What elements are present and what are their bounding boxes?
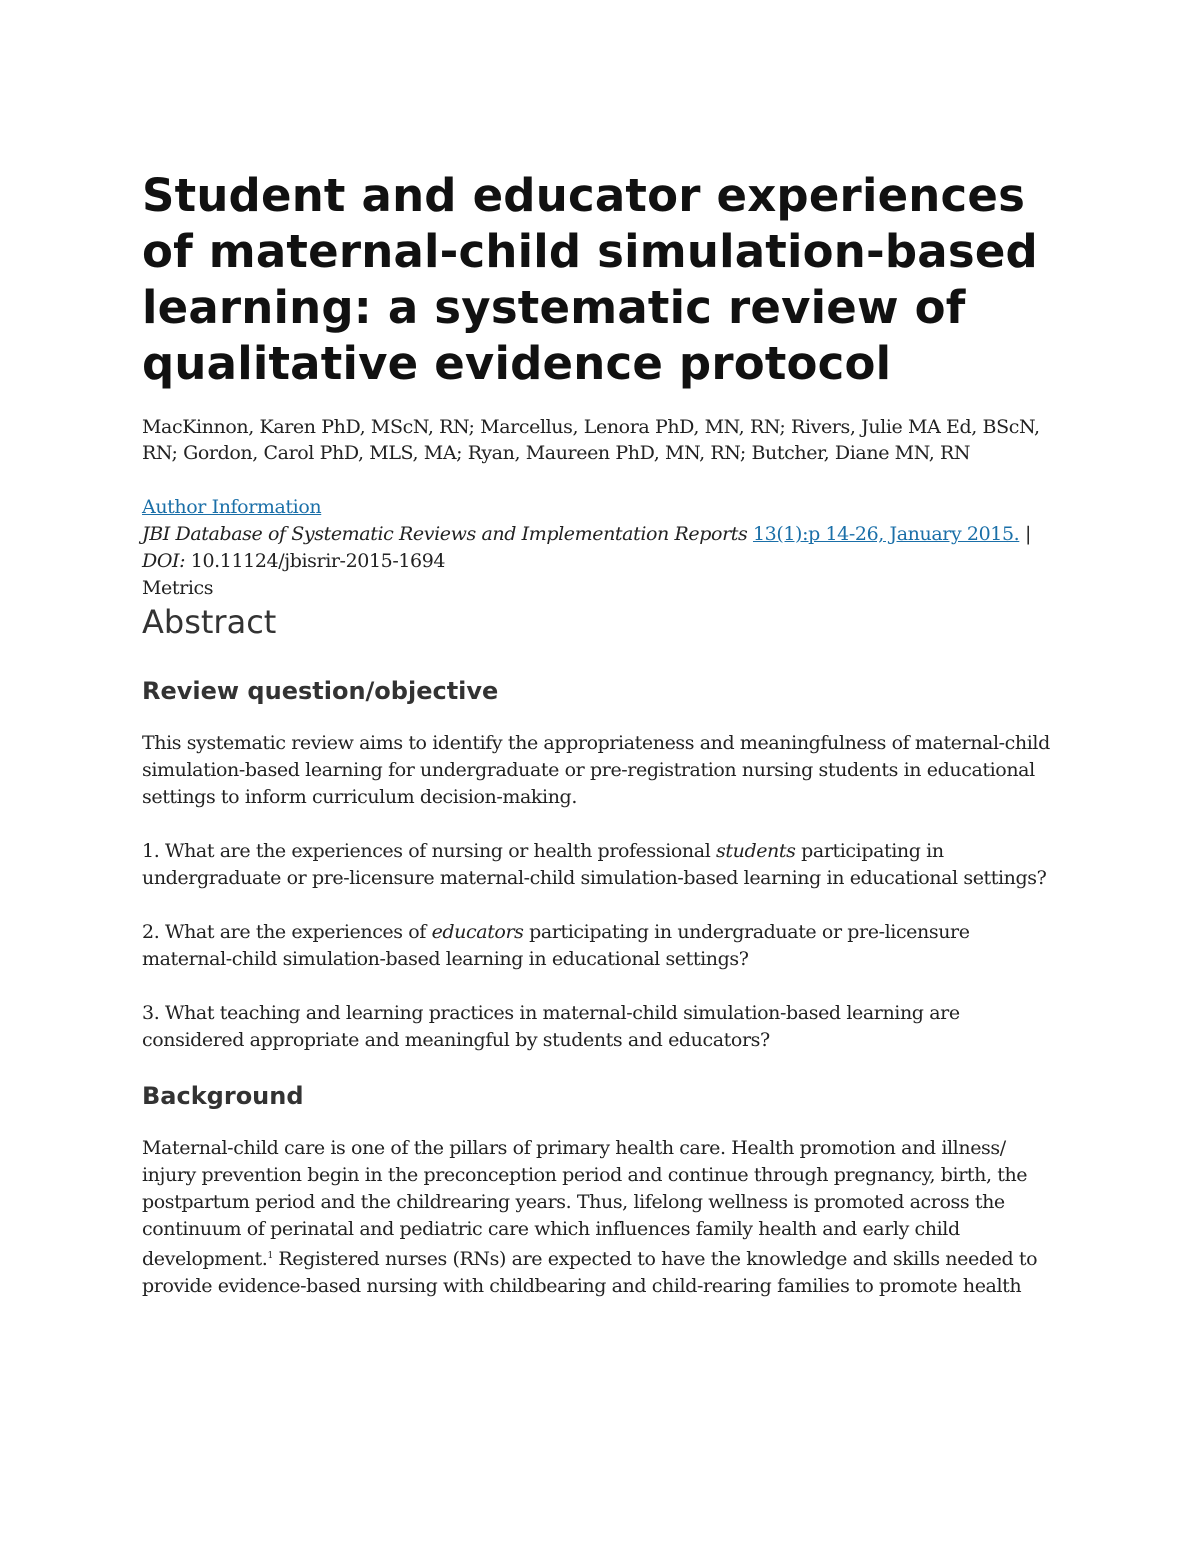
question-1: [142, 838, 1062, 892]
question-2-end: participating in undergraduate or pre-licensure maternal-child simulation-based learning in educational settings?: [142, 921, 970, 970]
document-page: [142, 168, 1062, 1327]
journal-name: JBI Database of Systematic Reviews and Implementation Reports: [142, 523, 748, 545]
review-question-section: [142, 676, 1062, 1054]
metrics-label: Metrics: [142, 577, 214, 599]
background-text-start: Maternal-child care is one of the pillars of primary health care. Health promotion and illness/ injury prevention begin in the preconception period and continue through pregnancy, birth, the postpartum period and the childrearing years. Thus, lifelong wellness is promoted across the continuum of perinatal and pediatric care which influences family health and early child development.: [142, 1137, 1028, 1270]
doi-value: 10.11124/jbisrir-2015-1694: [185, 550, 446, 572]
background-section: [142, 1081, 1062, 1300]
background-heading: Background: [142, 1082, 304, 1110]
issue-link[interactable]: 13(1):p 14-26, January 2015.: [752, 523, 1020, 545]
author-list: MacKinnon, Karen PhD, MScN, RN; Marcellus, Lenora PhD, MN, RN; Rivers, Julie MA Ed, BScN, RN; Gordon, Carol PhD, MLS, MA; Ryan, Maureen PhD, MN, RN; Butcher, Diane MN, RN: [142, 416, 1040, 464]
background-text-end: Registered nurses (RNs) are expected to have the knowledge and skills needed to provide evidence-based nursing with childbearing and child-rearing families to promote health: [142, 1248, 1038, 1297]
question-1-end: participating in undergraduate or pre-licensure maternal-child simulation-based learning in educational settings?: [142, 840, 1047, 889]
review-intro-paragraph: This systematic review aims to identify the appropriateness and meaningfulness of maternal-child simulation-based learning for undergraduate or pre-registration nursing students in educational settings to inform curriculum decision-making.: [142, 732, 1050, 808]
citation-separator: |: [1019, 523, 1031, 545]
question-3: 3. What teaching and learning practices in maternal-child simulation-based learning are considered appropriate and meaningful by students and educators?: [142, 1002, 960, 1051]
question-2-emphasis: educators: [431, 921, 524, 943]
review-question-heading: Review question/objective: [142, 677, 499, 705]
reference-marker: 1: [267, 1251, 273, 1261]
question-2-start: 2. What are the experiences of: [142, 921, 432, 943]
abstract-heading: Abstract: [142, 603, 277, 641]
article-metadata: [142, 494, 1062, 602]
article-title: Student and educator experiences of maternal-child simulation-based learning: a systematic review of qualitative evidence protocol: [142, 169, 1038, 390]
doi-label: DOI:: [142, 550, 186, 572]
author-information-link[interactable]: Author Information: [142, 496, 322, 518]
question-2: [142, 919, 1062, 973]
author-information-row: [142, 494, 1062, 521]
background-paragraph: [142, 1135, 1062, 1300]
question-1-emphasis: students: [716, 840, 796, 862]
citation-row: [142, 521, 1062, 575]
question-1-start: 1. What are the experiences of nursing or health professional: [142, 840, 717, 862]
